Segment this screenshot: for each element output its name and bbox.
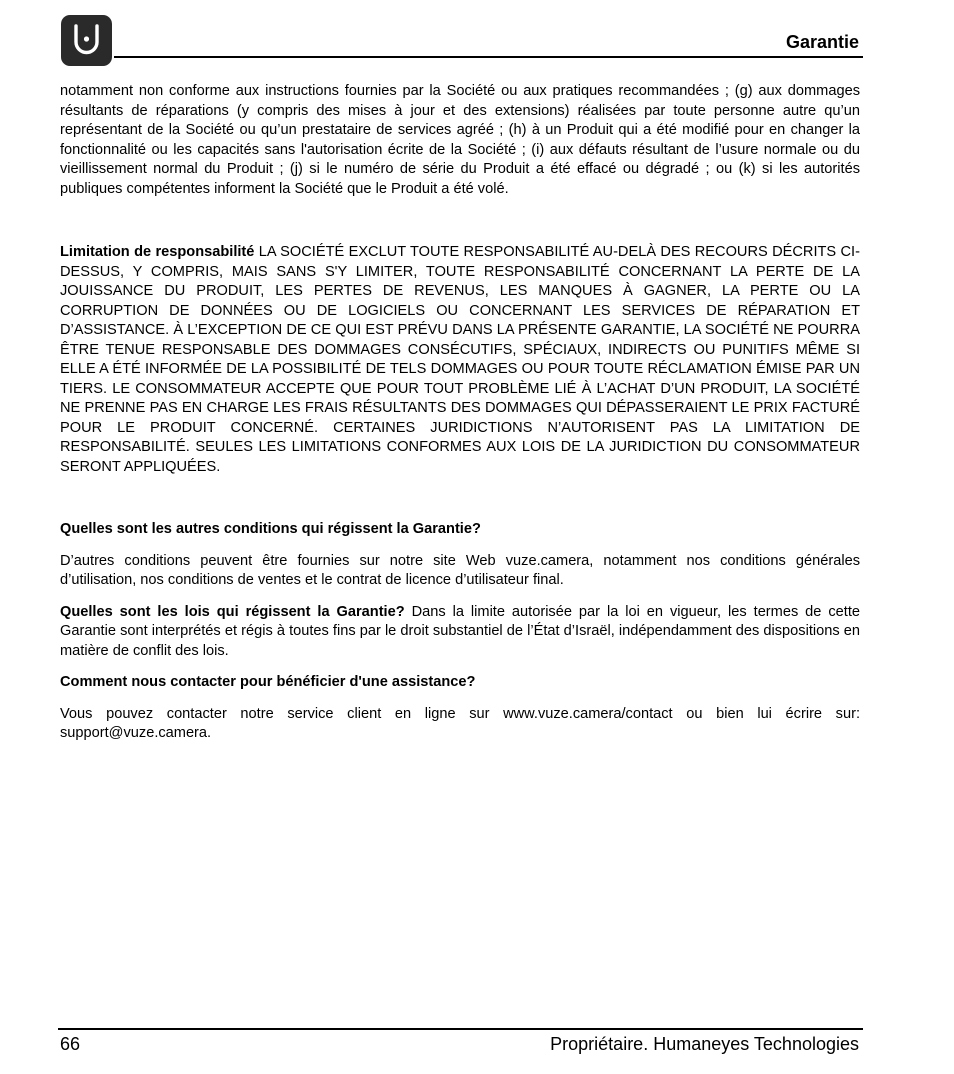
laws-paragraph (60, 603, 860, 662)
page-header-title: Garantie (785, 32, 859, 52)
limitation-text: LA SOCIÉTÉ EXCLUT TOUTE RESPONSABILITÉ AU-DELÀ DES RECOURS DÉCRITS CI-DESSUS, Y COMPRIS, MAIS SANS S'Y LIMITER, TOUTE RESPONSABILITÉ CONCERNANT LA PERTE DE LA JOUISSANCE DU PRODUIT, LES PERTES DE REVENUS, LES MANQUES À GAGNER, LA PERTE OU LA CORRUPTION DE DONNÉES OU DE LOGICIELS OU CONCERNANT LES SERVICES DE RÉPARATION ET D’ASSISTANCE. À L’EXCEPTION DE CE QUI EST PRÉVU DANS LA PRÉSENTE GARANTIE, LA SOCIÉTÉ NE POURRA ÊTRE TENUE RESPONSABLE DES DOMMAGES CONSÉCUTIFS, SPÉCIAUX, INDIRECTS OU PUNITIFS MÊME SI ELLE A ÉTÉ INFORMÉE DE LA POSSIBILITÉ DE TELS DOMMAGES OU POUR TOUTE RÉCLAMATION ÉMISE PAR UN TIERS. LE CONSOMMATEUR ACCEPTE QUE POUR TOUT PROBLÈME LIÉ À L’ACHAT D’UN PRODUIT, LA SOCIÉTÉ NE PRENNE PAS EN CHARGE LES FRAIS RÉSULTANTS DES DOMMAGES QUI DÉPASSERAIENT LE PRIX FACTURÉ POUR LE PRODUIT CONCERNÉ. CERTAINES JURIDICTIONS N’AUTORISENT PAS LA LIMITATION DE RESPONSABILITÉ. SEULES LES LIMITATIONS CONFORMES AUX LOIS DE LA JURIDICTION DU CONSOMMATEUR SERONT APPLIQUÉES. (60, 244, 860, 475)
vuze-logo-glyph (61, 15, 112, 66)
header-divider (114, 56, 863, 58)
other-conditions-heading: Quelles sont les autres conditions qui régissent la Garantie? (60, 521, 481, 537)
vuze-logo-icon (61, 15, 112, 66)
intro-paragraph: notamment non conforme aux instructions fournies par la Société ou aux pratiques recommandées ; (g) aux dommages résultants de réparations (y compris des mises à jour et des extensions) réalisées par toute personne autre qu’un représentant de la Société ou qu’un prestataire de services agréé ; (h) à un Produit qui a été modifié pour en changer la fonctionnalité ou les capacités sans l'autorisation écrite de la Société ; (i) aux défauts résultant de l’usure normale ou du vieillissement normal du Produit ; (j) si le numéro de série du Produit a été effacé ou dégradé ; ou (k) si les autorités publiques compétentes informent la Société que le Produit a été volé. (60, 83, 860, 197)
document-body (60, 82, 860, 744)
page-number: 66 (60, 1034, 81, 1054)
other-conditions-paragraph: D’autres conditions peuvent être fournies sur notre site Web vuze.camera, notamment nos conditions générales d’utilisation, nos conditions de ventes et le contrat de licence d’utilisateur final. (60, 552, 860, 588)
contact-heading: Comment nous contacter pour bénéficier d'une assistance? (60, 674, 476, 690)
contact-paragraph: Vous pouvez contacter notre service client en ligne sur www.vuze.camera/contact ou bien lui écrire sur: support@vuze.camera. (60, 705, 860, 741)
laws-label: Quelles sont les lois qui régissent la Garantie? (60, 603, 405, 620)
limitation-label: Limitation de responsabilité (60, 244, 255, 260)
limitation-paragraph (60, 243, 860, 477)
footer-text: Propriétaire. Humaneyes Technologies (550, 1034, 859, 1054)
footer-divider (58, 1028, 863, 1030)
laws-text: Dans la limite autorisée par la loi en vigueur, les termes de cette Garantie sont interprétés et régis à toutes fins par le droit substantiel de l’État d’Israël, indépendamment des dispositions en matière de conflit des lois. (60, 603, 861, 659)
